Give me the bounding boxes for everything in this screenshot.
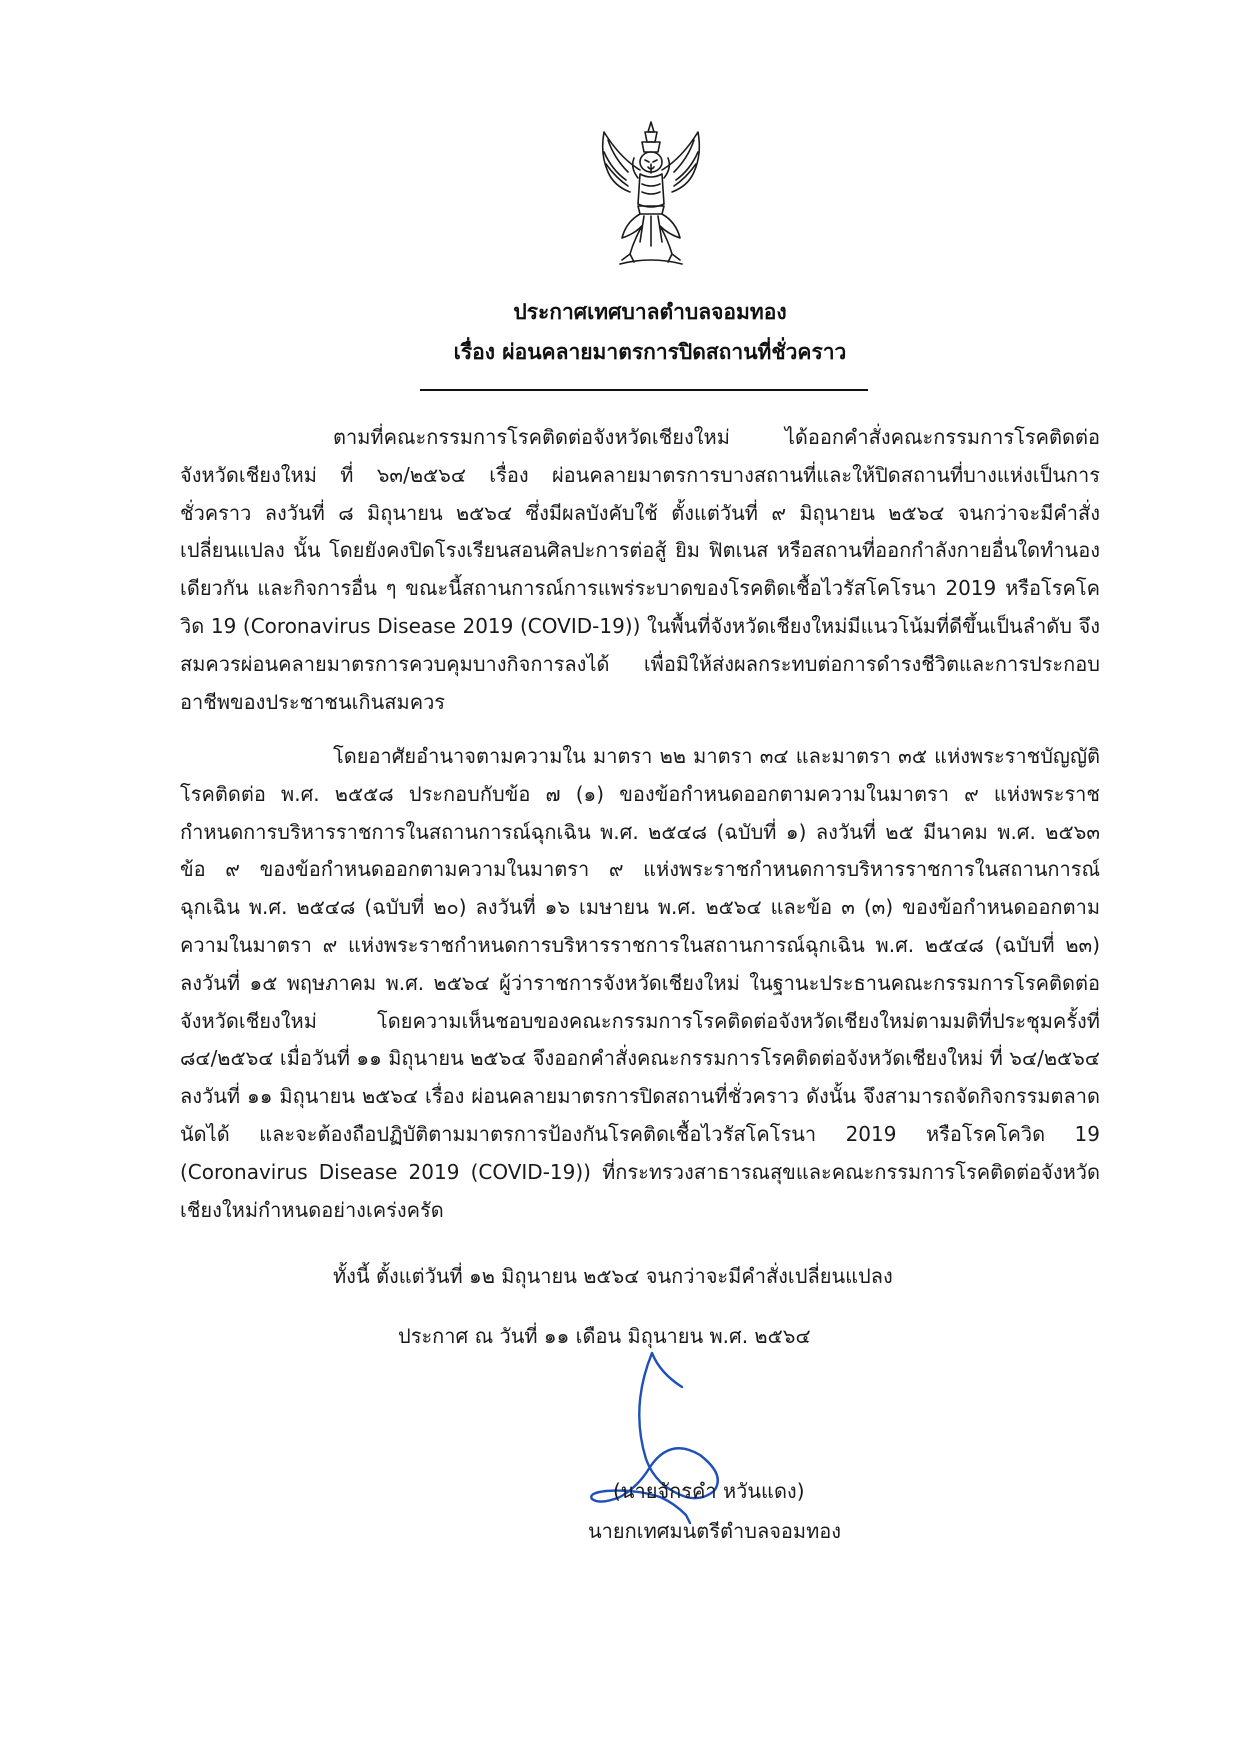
signatory-name: (นายจักรคำ หวันแดง) — [613, 1479, 805, 1503]
announcement-date-line: ประกาศ ณ วันที่ ๑๑ เดือน มิถุนายน พ.ศ. ๒๕๖๔ — [398, 1324, 811, 1348]
document-title: ประกาศเทศบาลตำบลจอมทอง — [513, 300, 787, 324]
effective-date-line: ทั้งนี้ ตั้งแต่วันที่ ๑๒ มิถุนายน ๒๕๖๔ จนกว่าจะมีคำสั่งเปลี่ยนแปลง — [333, 1264, 893, 1288]
document-subject: เรื่อง ผ่อนคลายมาตรการปิดสถานที่ชั่วคราว — [453, 340, 847, 364]
body-paragraph-2: โดยอาศัยอำนาจตามความใน มาตรา ๒๒ มาตรา ๓๔ และมาตรา ๓๕ แห่งพระราชบัญญัติโรคติดต่อ พ.ศ. ๒๕๕๘ ประกอบกับข้อ ๗ (๑) ของข้อกำหนดออกตามความในมาตรา ๙ แห่งพระราชกำหนดการบริหารราชการในสถานการณ์ฉุกเฉิน พ.ศ. ๒๕๔๘ (ฉบับที่ ๑) ลงวันที่ ๒๕ มีนาคม พ.ศ. ๒๕๖๓ ข้อ ๙ ของข้อกำหนดออกตามความในมาตรา ๙ แห่งพระราชกำหนดการบริหารราชการในสถานการณ์ฉุกเฉิน พ.ศ. ๒๕๔๘ (ฉบับที่ ๒๐) ลงวันที่ ๑๖ เมษายน พ.ศ. ๒๕๖๔ และข้อ ๓ (๓) ของข้อกำหนดออกตามความในมาตรา ๙ แห่งพระราชกำหนดการบริหารราชการในสถานการณ์ฉุกเฉิน พ.ศ. ๒๕๔๘ (ฉบับที่ ๒๓) ลงวันที่ ๑๕ พฤษภาคม พ.ศ. ๒๕๖๔ ผู้ว่าราชการจังหวัดเชียงใหม่ ในฐานะประธานคณะกรรมการโรคติดต่อจังหวัดเชียงใหม่ โดยความเห็นชอบของคณะกรรมการโรคติดต่อจังหวัดเชียงใหม่ตามมติที่ประชุมครั้งที่ ๘๔/๒๕๖๔ เมื่อวันที่ ๑๑ มิถุนายน ๒๕๖๔ จึงออกคำสั่งคณะกรรมการโรคติดต่อจังหวัดเชียงใหม่ ที่ ๖๔/๒๕๖๔ ลงวันที่ ๑๑ มิถุนายน ๒๕๖๔ เรื่อง ผ่อนคลายมาตรการปิดสถานที่ชั่วคราว ดังนั้น จึงสามารถจัดกิจกรรมตลาดนัดได้ และจะต้องถือปฏิบัติตามมาตรการป้องกันโรคติดเชื้อไวรัสโคโรนา 2019 หรือโรคโควิด 19 (Coronavirus Disease 2019 (COVID-19)) ที่กระทรวงสาธารณสุขและคณะกรรมการโรคติดต่อจังหวัดเชียงใหม่กำหนดอย่างเคร่งครัด — [180, 744, 1100, 1222]
body-paragraph-1: ตามที่คณะกรรมการโรคติดต่อจังหวัดเชียงใหม่ ได้ออกคำสั่งคณะกรรมการโรคติดต่อจังหวัดเชียงใหม่ ที่ ๖๓/๒๕๖๔ เรื่อง ผ่อนคลายมาตรการบางสถานที่และให้ปิดสถานที่บางแห่งเป็นการชั่วคราว ลงวันที่ ๘ มิถุนายน ๒๕๖๔ ซึ่งมีผลบังคับใช้ ตั้งแต่วันที่ ๙ มิถุนายน ๒๕๖๔ จนกว่าจะมีคำสั่งเปลี่ยนแปลง นั้น โดยยังคงปิดโรงเรียนสอนศิลปะการต่อสู้ ยิม ฟิตเนส หรือสถานที่ออกกำลังกายอื่นใดทำนองเดียวกัน และกิจการอื่น ๆ ขณะนี้สถานการณ์การแพร่ระบาดของโรคติดเชื้อไวรัสโคโรนา 2019 หรือโรคโควิด 19 (Coronavirus Disease 2019 (COVID-19)) ในพื้นที่จังหวัดเชียงใหม่มีแนวโน้มที่ดีขึ้นเป็นลำดับ จึงสมควรผ่อนคลายมาตรการควบคุมบางกิจการลงได้ เพื่อมิให้ส่งผลกระทบต่อการดำรงชีวิตและการประกอบอาชีพของประชาชนเกินสมควร — [180, 425, 1100, 714]
signatory-position: นายกเทศมนตรีตำบลจอมทอง — [588, 1519, 842, 1543]
title-divider — [420, 389, 868, 391]
garuda-emblem-icon — [590, 118, 712, 268]
